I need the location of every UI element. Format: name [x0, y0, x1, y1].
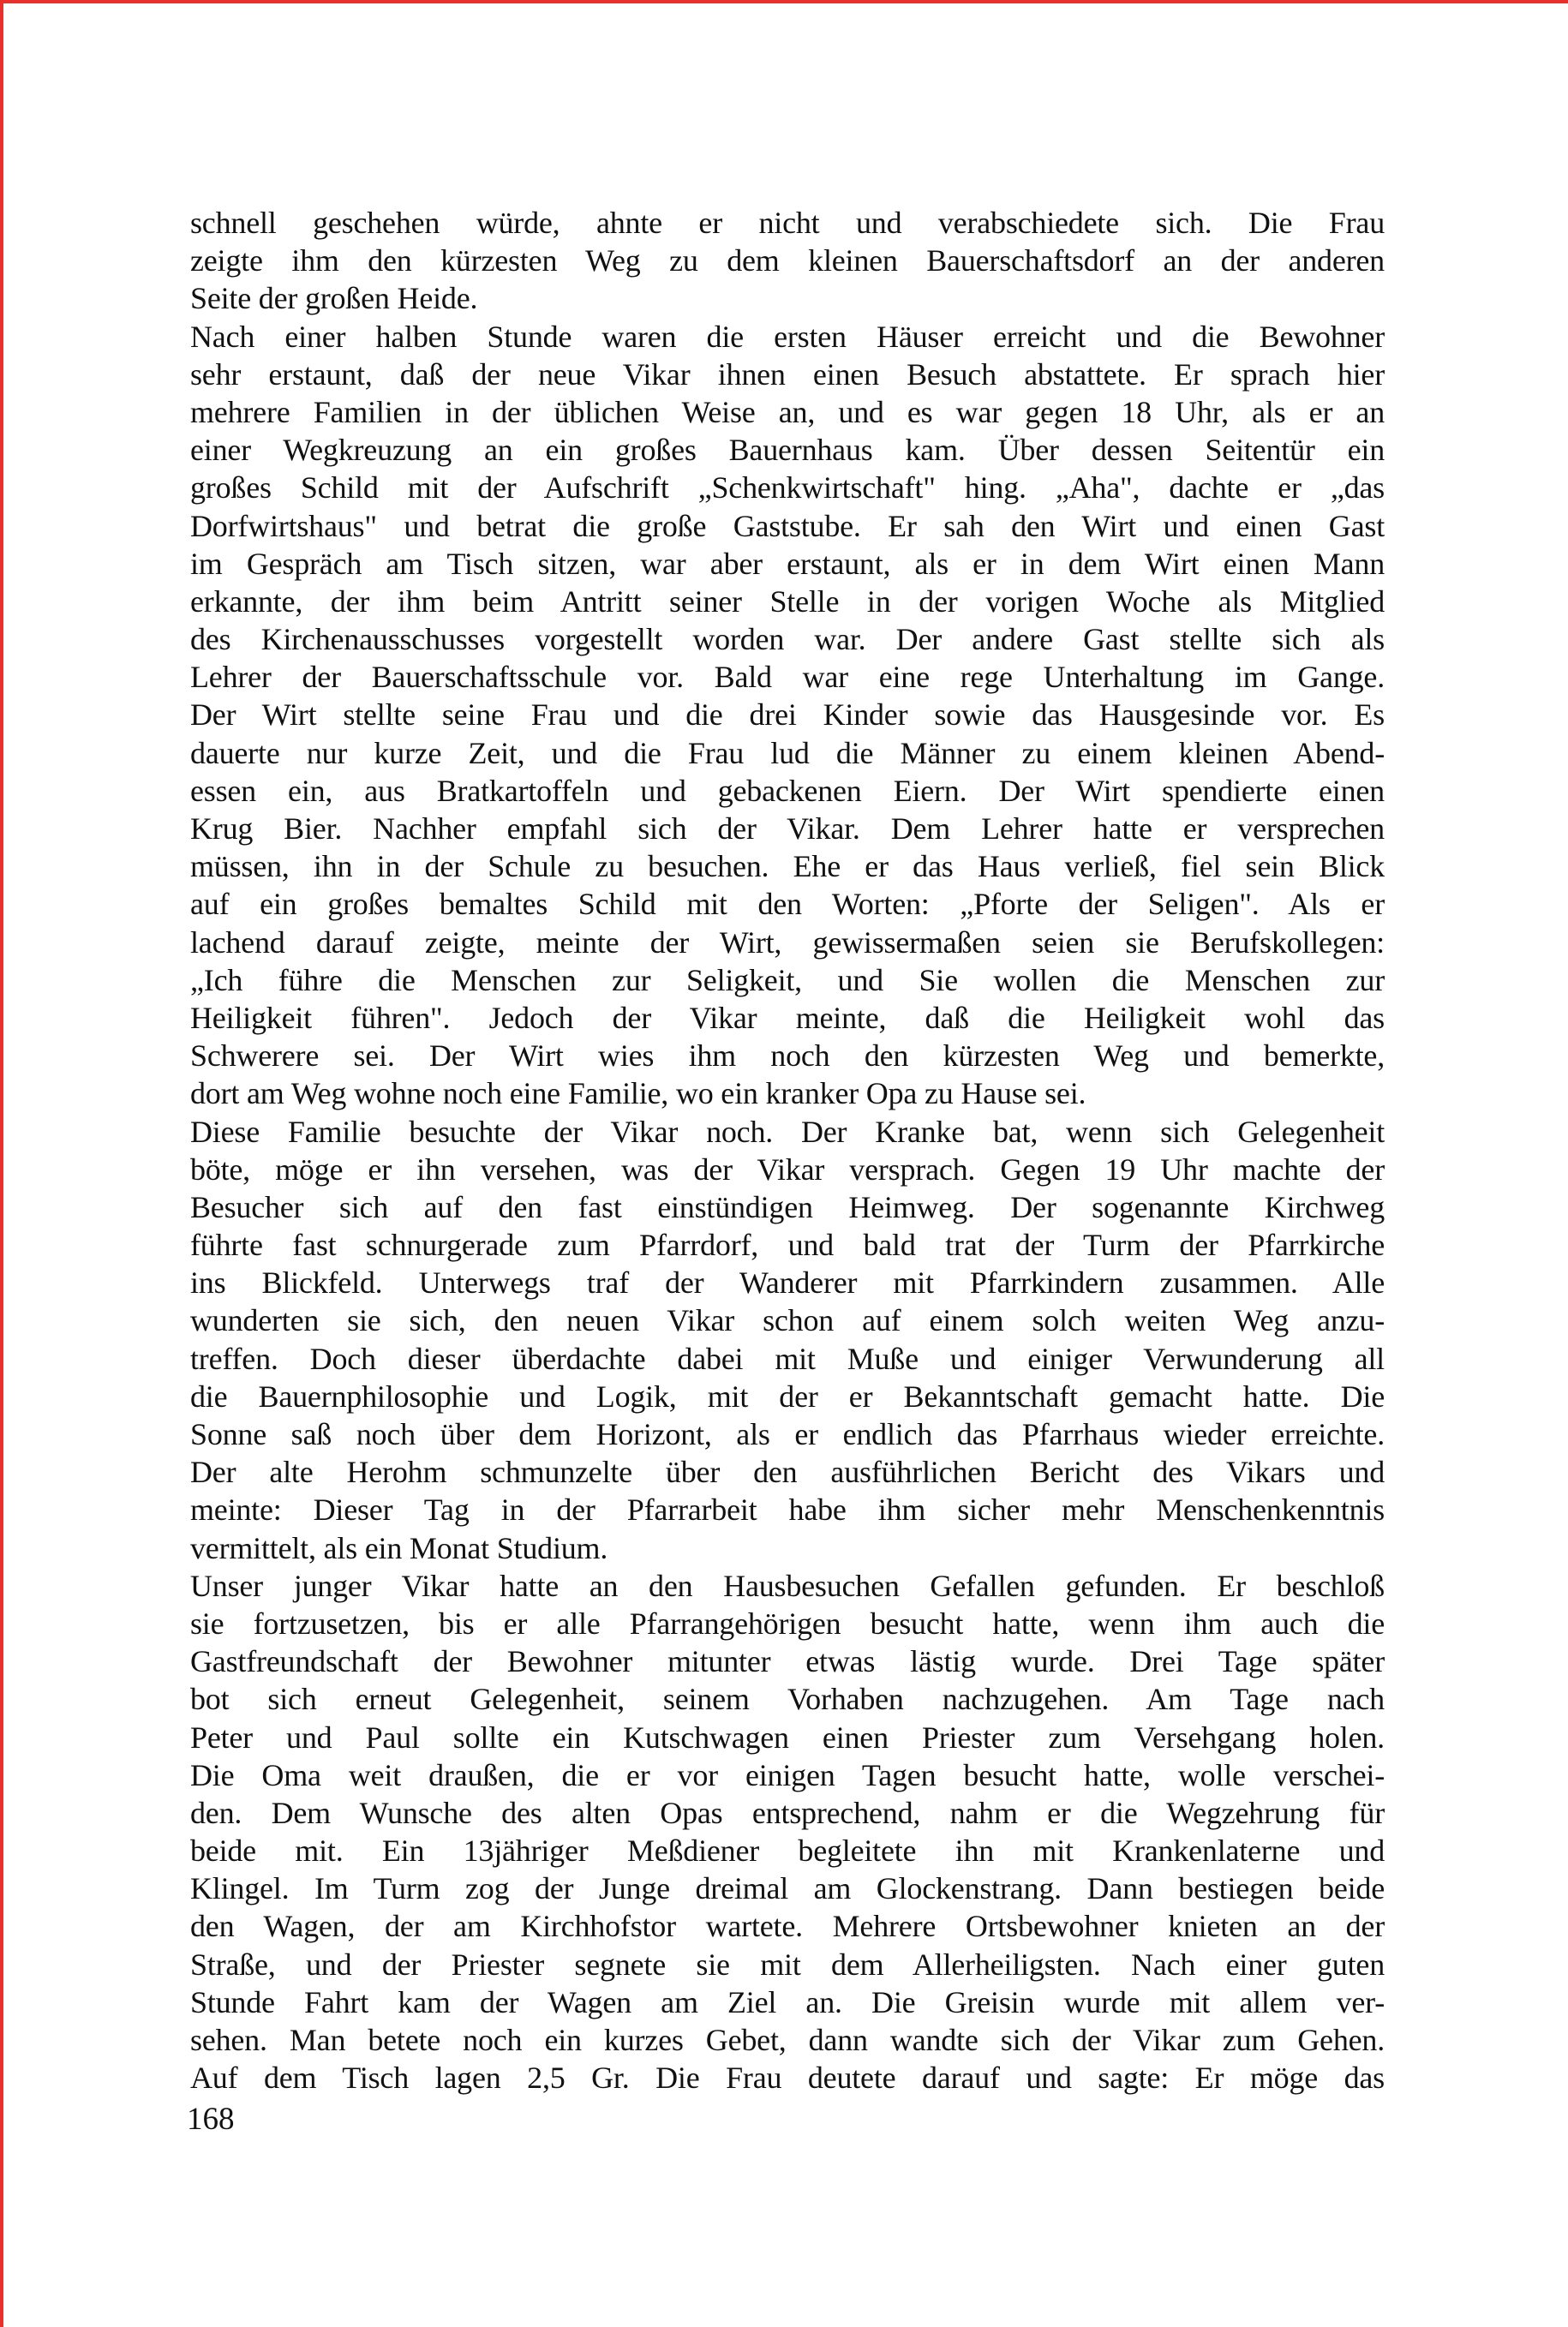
text-line: lachend darauf zeigte, meinte der Wirt, gewissermaßen seien sie Berufskollegen: — [190, 924, 1385, 960]
text-line: Peter und Paul sollte ein Kutschwagen einen Priester zum Versehgang holen. — [190, 1720, 1385, 1755]
text-line: den Wagen, der am Kirchhofstor wartete. Mehrere Ortsbewohner knieten an der — [190, 1909, 1385, 1944]
text-block — [190, 204, 1385, 2097]
text-line: essen ein, aus Bratkartoffeln und gebackenen Eiern. Der Wirt spendierte einen — [190, 773, 1385, 808]
text-line: sehr erstaunt, daß der neue Vikar ihnen einen Besuch abstattete. Er sprach hier — [190, 356, 1385, 392]
text-line: meinte: Dieser Tag in der Pfarrarbeit habe ihm sicher mehr Menschenkenntnis — [190, 1493, 1385, 1528]
text-line: Der Wirt stellte seine Frau und die drei Kinder sowie das Hausgesinde vor. Es — [190, 697, 1385, 733]
text-line: dauerte nur kurze Zeit, und die Frau lud die Männer zu einem kleinen Abend- — [190, 735, 1385, 770]
text-line: Heiligkeit führen". Jedoch der Vikar meinte, daß die Heiligkeit wohl das — [190, 1000, 1385, 1035]
text-line: Schwerere sei. Der Wirt wies ihm noch den kürzesten Weg und bemerkte, — [190, 1038, 1385, 1074]
text-line: den. Dem Wunsche des alten Opas entsprechend, nahm er die Wegzehrung für — [190, 1795, 1385, 1830]
text-line: auf ein großes bemaltes Schild mit den Worten: „Pforte der Seligen". Als er — [190, 887, 1385, 922]
text-line: des Kirchenausschusses vorgestellt worden war. Der andere Gast stellte sich als — [190, 622, 1385, 657]
text-line: die Bauernphilosophie und Logik, mit der er Bekanntschaft gemacht hatte. Die — [190, 1379, 1385, 1414]
text-line: Klingel. Im Turm zog der Junge dreimal am Glockenstrang. Dann bestiegen beide — [190, 1871, 1385, 1906]
text-line: im Gespräch am Tisch sitzen, war aber erstaunt, als er in dem Wirt einen Mann — [190, 546, 1385, 581]
text-line: Lehrer der Bauerschaftsschule vor. Bald war eine rege Unterhaltung im Gange. — [190, 660, 1385, 695]
text-line: vermittelt, als ein Monat Studium. — [190, 1530, 608, 1565]
text-line: müssen, ihn in der Schule zu besuchen. Ehe er das Haus verließ, fiel sein Blick — [190, 849, 1385, 884]
text-line: Dorfwirtshaus" und betrat die große Gaststube. Er sah den Wirt und einen Gast — [190, 508, 1385, 543]
text-line: Stunde Fahrt kam der Wagen am Ziel an. Die Greisin wurde mit allem ver- — [190, 1984, 1385, 2019]
text-line: ins Blickfeld. Unterwegs traf der Wanderer mit Pfarrkindern zusammen. Alle — [190, 1265, 1385, 1301]
text-line: schnell geschehen würde, ahnte er nicht und verabschiedete sich. Die Frau — [190, 206, 1385, 240]
text-line: Nach einer halben Stunde waren die ersten Häuser erreicht und die Bewohner — [190, 319, 1385, 354]
text-line: böte, möge er ihn versehen, was der Vikar versprach. Gegen 19 Uhr machte der — [190, 1152, 1385, 1187]
text-line: führte fast schnurgerade zum Pfarrdorf, und bald trat der Turm der Pfarrkirche — [190, 1228, 1385, 1263]
text-line: zeigte ihm den kürzesten Weg zu dem kleinen Bauerschaftsdorf an der anderen — [190, 243, 1385, 278]
text-line: Straße, und der Priester segnete sie mit dem Allerheiligsten. Nach einer guten — [190, 1947, 1385, 1982]
text-line: Der alte Herohm schmunzelte über den ausführlichen Bericht des Vikars und — [190, 1455, 1385, 1490]
text-line: treffen. Doch dieser überdachte dabei mit Muße und einiger Verwunderung all — [190, 1341, 1385, 1376]
text-line: erkannte, der ihm beim Antritt seiner Stelle in der vorigen Woche als Mitglied — [190, 583, 1385, 619]
text-line: beide mit. Ein 13jähriger Meßdiener begleitete ihn mit Krankenlaterne und — [190, 1833, 1385, 1869]
text-line: „Ich führe die Menschen zur Seligkeit, und Sie wollen die Menschen zur — [190, 962, 1385, 997]
scan-edge-artifact-left — [0, 0, 3, 2327]
text-line: einer Wegkreuzung an ein großes Bauernhaus kam. Über dessen Seitentür ein — [190, 433, 1385, 468]
text-line: bot sich erneut Gelegenheit, seinem Vorhaben nachzugehen. Am Tage nach — [190, 1682, 1385, 1717]
text-line: Sonne saß noch über dem Horizont, als er endlich das Pfarrhaus wieder erreichte. — [190, 1417, 1385, 1451]
text-line: Unser junger Vikar hatte an den Hausbesuchen Gefallen gefunden. Er beschloß — [190, 1568, 1385, 1603]
text-line: großes Schild mit der Aufschrift „Schenkwirtschaft" hing. „Aha", dachte er „das — [190, 470, 1385, 505]
text-line: mehrere Familien in der üblichen Weise an, und es war gegen 18 Uhr, als er an — [190, 394, 1385, 429]
text-line: wunderten sie sich, den neuen Vikar schon auf einem solch weiten Weg anzu- — [190, 1303, 1385, 1338]
text-line: Seite der großen Heide. — [190, 281, 478, 316]
page-number: 168 — [187, 2102, 235, 2137]
text-line: Gastfreundschaft der Bewohner mitunter etwas lästig wurde. Drei Tage später — [190, 1644, 1385, 1679]
text-line: Auf dem Tisch lagen 2,5 Gr. Die Frau deutete darauf und sagte: Er möge das — [190, 2061, 1385, 2096]
text-line: dort am Weg wohne noch eine Familie, wo ein kranker Opa zu Hause sei. — [190, 1076, 1086, 1111]
text-line: Krug Bier. Nachher empfahl sich der Vikar. Dem Lehrer hatte er versprechen — [190, 811, 1385, 846]
text-line: Besucher sich auf den fast einstündigen Heimweg. Der sogenannte Kirchweg — [190, 1189, 1385, 1224]
text-line: sehen. Man betete noch ein kurzes Gebet, dann wandte sich der Vikar zum Gehen. — [190, 2023, 1385, 2057]
text-line: Die Oma weit draußen, die er vor einigen Tagen besucht hatte, wolle verschei- — [190, 1757, 1385, 1792]
scan-edge-artifact-top — [0, 0, 1568, 3]
text-line: sie fortzusetzen, bis er alle Pfarrangehörigen besucht hatte, wenn ihm auch die — [190, 1606, 1385, 1641]
text-line: Diese Familie besuchte der Vikar noch. Der Kranke bat, wenn sich Gelegenheit — [190, 1114, 1385, 1149]
